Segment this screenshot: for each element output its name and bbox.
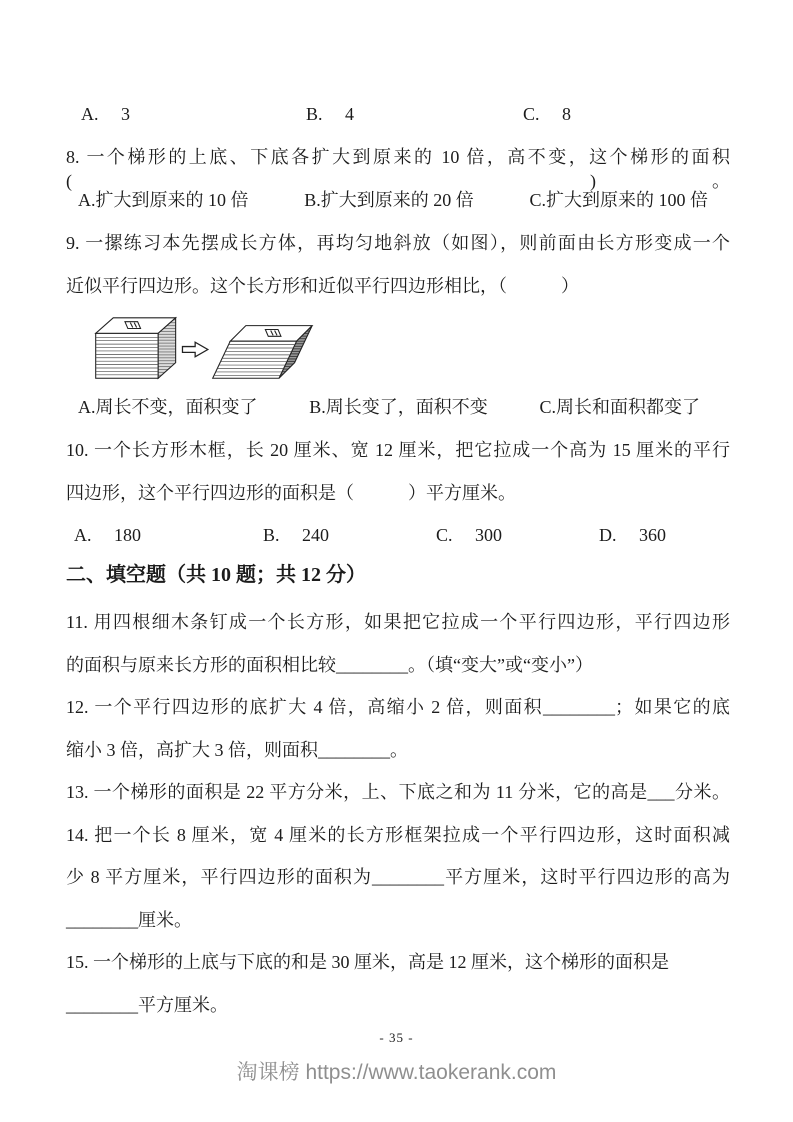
- question-8-text: 8. 一个梯形的上底、下底各扩大到原来的 10 倍，高不变，这个梯形的面积( )。: [66, 147, 730, 191]
- question-7-options-row: [66, 102, 730, 126]
- question-11-text-line2: 的面积与原来长方形的面积相比较________。（填“变大”或“变小”）: [66, 655, 593, 675]
- question-9-options-row: [78, 395, 700, 419]
- question-7-option-a: A. 3: [81, 104, 130, 124]
- question-10-option-d: D. 360: [599, 525, 666, 545]
- question-12-text-line2: 缩小 3 倍，高扩大 3 倍，则面积________。: [66, 740, 408, 760]
- notebook-label-icon: [265, 330, 281, 337]
- watermark-link[interactable]: 淘课榜 https://www.taokerank.com: [236, 1061, 557, 1084]
- question-8-option-c: C.扩大到原来的 100 倍: [529, 190, 708, 210]
- question-9-text-line2: 近似平行四边形。这个长方形和近似平行四边形相比，（ ）: [66, 276, 579, 296]
- notebook-label-icon: [125, 322, 141, 329]
- question-10-text-line1: 10. 一个长方形木框，长 20 厘米、宽 12 厘米，把它拉成一个高为 15 厘米的平行: [66, 440, 730, 460]
- question-8-option-b: B.扩大到原来的 20 倍: [304, 190, 474, 210]
- question-10-option-c: C. 300: [436, 525, 503, 545]
- question-13-text: 13. 一个梯形的面积是 22 平方分米，上、下底之和为 11 分米，它的高是___分米。: [66, 782, 730, 802]
- question-10-option-b: B. 240: [263, 525, 330, 545]
- question-9-text-line1: 9. 一摞练习本先摆成长方体，再均匀地斜放（如图），则前面由长方形变成一个: [66, 233, 730, 253]
- question-10-options-row: [66, 523, 730, 547]
- question-10-option-a: A. 180: [74, 525, 141, 545]
- question-9-option-a: A.周长不变，面积变了: [78, 397, 258, 417]
- arrow-icon: [182, 342, 207, 357]
- question-14-text-line3: ________厘米。: [66, 910, 192, 930]
- question-12-text-line1: 12. 一个平行四边形的底扩大 4 倍，高缩小 2 倍，则面积________；如果它的底: [66, 697, 730, 717]
- question-7-option-c: C. 8: [523, 104, 572, 124]
- cuboid-stack: [96, 318, 176, 378]
- question-8-options-row: [78, 188, 708, 212]
- notebook-stack-illustration: [83, 310, 319, 388]
- section-2-header: 二、填空题（共 10 题；共 12 分）: [66, 564, 366, 586]
- question-10-text-line2: 四边形，这个平行四边形的面积是（ ）平方厘米。: [66, 483, 516, 503]
- question-15-text-line2: ________平方厘米。: [66, 995, 228, 1015]
- question-8-option-a: A.扩大到原来的 10 倍: [78, 190, 249, 210]
- question-9-figure: [83, 310, 319, 388]
- question-9-option-c: C.周长和面积都变了: [539, 397, 700, 417]
- question-11-text-line1: 11. 用四根细木条钉成一个长方形，如果把它拉成一个平行四边形，平行四边形: [66, 612, 730, 632]
- page-number: - 35 -: [379, 1030, 414, 1045]
- question-14-text-line2: 少 8 平方厘米，平行四边形的面积为________平方厘米，这时平行四边形的高为: [66, 867, 730, 887]
- question-9-option-b: B.周长变了，面积不变: [309, 397, 488, 417]
- question-15-text-line1: 15. 一个梯形的上底与下底的和是 30 厘米，高是 12 厘米，这个梯形的面积是: [66, 952, 669, 972]
- question-7-option-b: B. 4: [306, 104, 355, 124]
- slanted-stack: [211, 326, 312, 379]
- question-14-text-line1: 14. 把一个长 8 厘米，宽 4 厘米的长方形框架拉成一个平行四边形，这时面积减: [66, 825, 730, 845]
